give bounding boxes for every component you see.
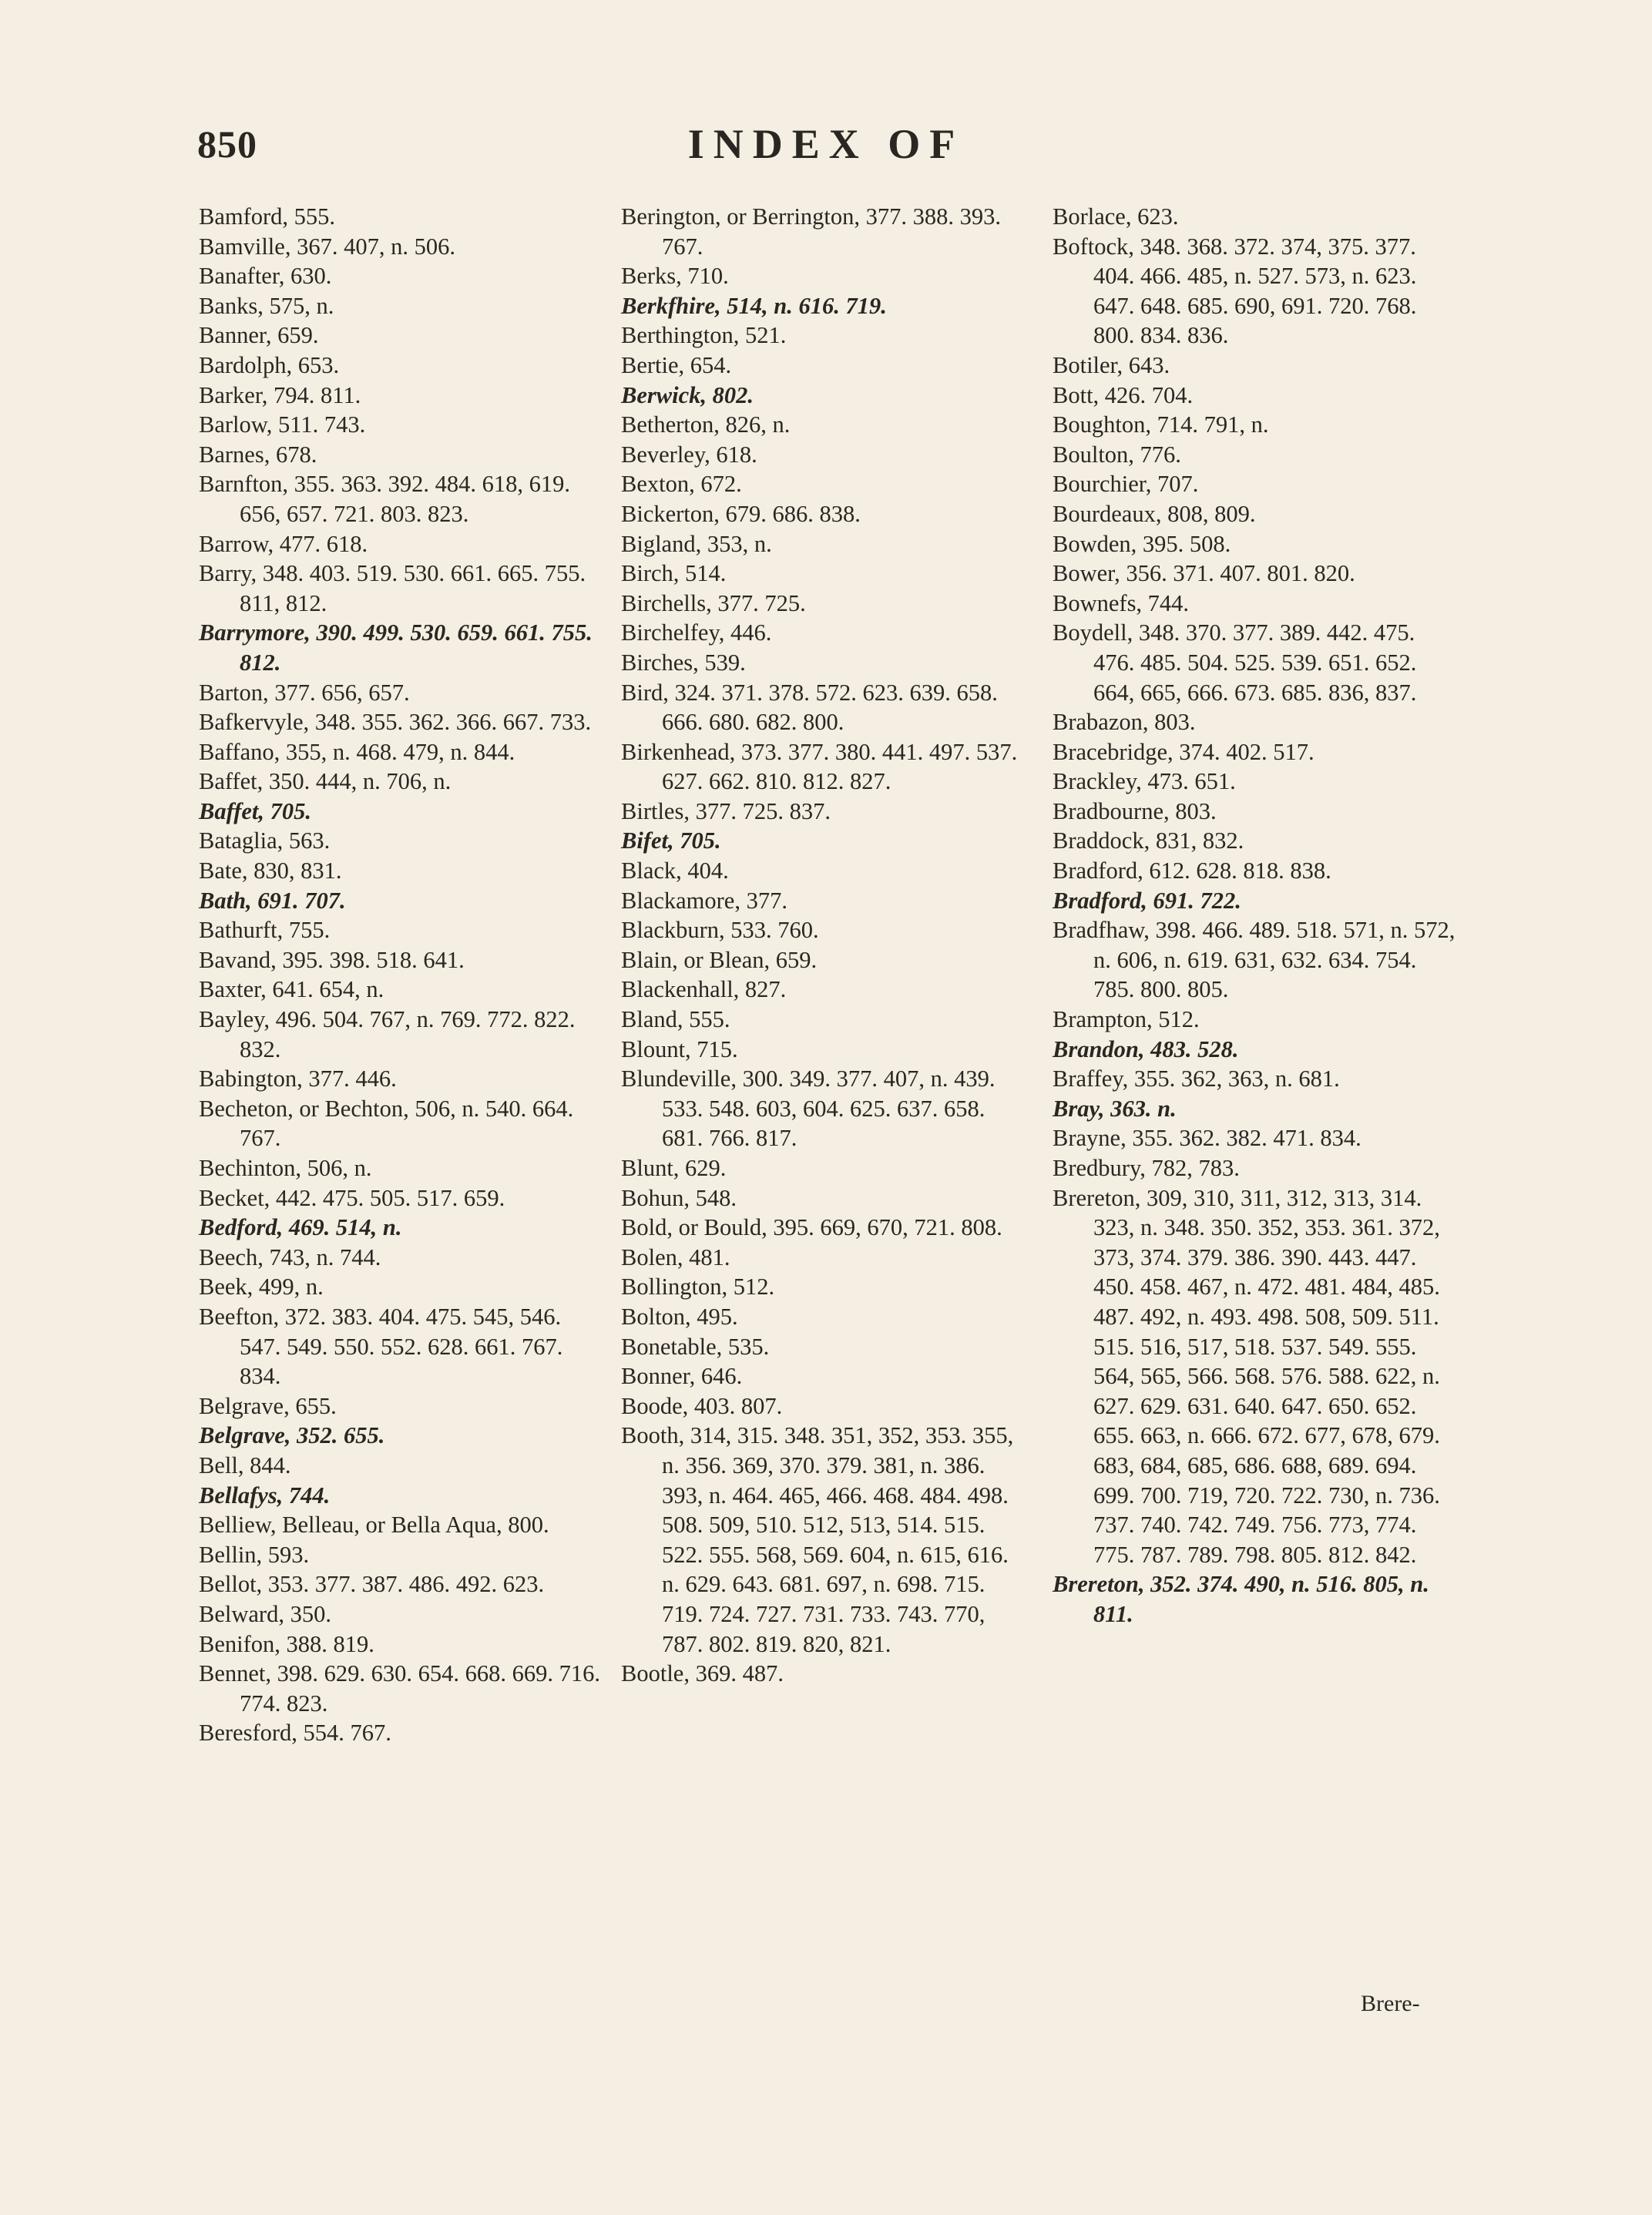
- index-entry: [199, 1213, 607, 1243]
- index-entry-text: Baffet, 350. 444, n. 706, n.: [199, 768, 452, 795]
- index-entry-text: Barlow, 511. 743.: [199, 411, 366, 438]
- index-entry: [199, 202, 607, 232]
- index-entry: [199, 1064, 607, 1094]
- index-entry-text: Berthington, 521.: [621, 322, 787, 349]
- index-entry-text: Boode, 403. 807.: [621, 1392, 783, 1419]
- index-entry-text: Bradbourne, 803.: [1053, 797, 1217, 824]
- index-entry: [621, 261, 1029, 291]
- index-entry: [621, 1272, 1029, 1302]
- index-entry-text: Bamford, 555.: [199, 203, 336, 230]
- index-entry-text: Beresford, 554. 767.: [199, 1720, 391, 1747]
- index-entry-text: Bellafys, 744.: [199, 1482, 331, 1509]
- index-entry: [199, 767, 607, 797]
- index-entry-text: Betherton, 826, n.: [621, 411, 791, 438]
- index-entry: [199, 915, 607, 945]
- index-entry: [1053, 886, 1461, 916]
- index-entry-text: Beech, 743, n. 744.: [199, 1243, 381, 1270]
- index-entry-text: Berks, 710.: [621, 263, 729, 290]
- index-entry: [199, 1659, 607, 1718]
- index-entry-text: Bate, 830, 831.: [199, 857, 342, 884]
- index-entry: [621, 202, 1029, 261]
- index-entry: [621, 351, 1029, 381]
- index-entry-text: Becket, 442. 475. 505. 517. 659.: [199, 1184, 505, 1211]
- index-entry-text: Bollington, 512.: [621, 1274, 775, 1300]
- index-entry-text: Bourchier, 707.: [1053, 471, 1199, 498]
- index-entry-text: Black, 404.: [621, 857, 729, 884]
- index-entry-text: Berkfhire, 514, n. 616. 719.: [621, 292, 887, 319]
- index-entry: [1053, 797, 1461, 827]
- index-entry: [199, 232, 607, 262]
- index-entry: [199, 678, 607, 708]
- index-entry: [199, 618, 607, 677]
- index-entry: [199, 1243, 607, 1273]
- index-entry-text: Bower, 356. 371. 407. 801. 820.: [1053, 560, 1355, 587]
- index-entry-text: Bechinton, 506, n.: [199, 1155, 372, 1181]
- index-entry: [199, 1005, 607, 1064]
- index-entry: [199, 1094, 607, 1153]
- index-entry: [621, 499, 1029, 529]
- index-entry-text: Birtles, 377. 725. 837.: [621, 797, 831, 824]
- index-entry: [199, 351, 607, 381]
- index-entry: [621, 1153, 1029, 1183]
- index-entry-text: Blain, or Blean, 659.: [621, 946, 818, 973]
- index-entry-text: Blackamore, 377.: [621, 887, 787, 914]
- index-entry-text: Boydell, 348. 370. 377. 389. 442. 475. 476. 485. 504. 525. 539. 651. 652. 664, 665, 666. 673. 685. 836, 837.: [1053, 619, 1417, 706]
- index-entry: [199, 797, 607, 827]
- index-entry-text: Brandon, 483. 528.: [1053, 1035, 1239, 1062]
- index-entry-text: Brereton, 352. 374. 490, n. 516. 805, n. 811.: [1053, 1571, 1429, 1627]
- index-entry-text: Becheton, or Bechton, 506, n. 540. 664. 767.: [199, 1095, 574, 1152]
- index-entry: [199, 1481, 607, 1511]
- index-entry: [621, 410, 1029, 440]
- index-entry-text: Banafter, 630.: [199, 263, 332, 290]
- index-entry-text: Bradford, 612. 628. 818. 838.: [1053, 857, 1331, 884]
- index-entry: [1053, 1005, 1461, 1035]
- index-entry-text: Bertie, 654.: [621, 351, 732, 378]
- index-entry: [621, 678, 1029, 737]
- index-entry-text: Bafkervyle, 348. 355. 362. 366. 667. 733.: [199, 709, 592, 736]
- index-entry-text: Banner, 659.: [199, 322, 319, 349]
- index-entry-text: Barker, 794. 811.: [199, 381, 361, 408]
- index-entry: [199, 1599, 607, 1629]
- index-entry: [621, 1243, 1029, 1273]
- index-entry-text: Brackley, 473. 651.: [1053, 768, 1236, 795]
- index-entry-text: Bredbury, 782, 783.: [1053, 1155, 1240, 1181]
- index-entry: [621, 291, 1029, 321]
- index-entry-text: Brampton, 512.: [1053, 1006, 1200, 1033]
- index-entry-text: Baxter, 641. 654, n.: [199, 976, 384, 1003]
- index-entry: [1053, 529, 1461, 559]
- index-entry: [199, 1391, 607, 1421]
- index-entry-text: Boftock, 348. 368. 372. 374, 375. 377. 404. 466. 485, n. 527. 573, n. 623. 647. 648. 685. 690, 691. 720. 768. 800. 834. 836.: [1053, 233, 1417, 349]
- index-entry: [199, 1718, 607, 1748]
- index-entry: [1053, 440, 1461, 470]
- index-entry-text: Belgrave, 655.: [199, 1392, 337, 1419]
- index-entry-text: Brereton, 309, 310, 311, 312, 313, 314. 323, n. 348. 350. 352, 353. 361. 372, 373, 374. 379. 386. 390. 443. 447. 450. 458. 467, n. 472. 481. 484, 485. 487. 492, n. 493. 498. 508, 509. 511. 515. 516, 517, 518. 537. 549. 555. 564, 565, 566. 568. 576. 588. 622, n. 627. 629. 631. 640. 647. 650. 652. 655. 663, n. 666. 672. 677, 678, 679. 683, 684, 685, 686. 688, 689. 694. 699. 700. 719, 720. 722. 730, n. 736. 737. 740. 742. 749. 756. 773, 774. 775. 787. 789. 798. 805. 812. 842.: [1053, 1184, 1440, 1568]
- index-entry-text: Belgrave, 352. 655.: [199, 1422, 385, 1449]
- index-entry: [199, 707, 607, 737]
- index-entry-text: Booth, 314, 315. 348. 351, 352, 353. 355, n. 356. 369, 370. 379. 381, n. 386. 393, n. 464. 465, 466. 468. 484. 498. 508. 509, 510. 512, 513, 514. 515. 522. 555. 568, 569. 604, n. 615, 616. n. 629. 643. 681. 697, n. 698. 715. 719. 724. 727. 731. 733. 743. 770, 787. 802. 819. 820, 821.: [621, 1422, 1014, 1657]
- index-entry: [621, 1421, 1029, 1659]
- page-number: 850: [197, 122, 257, 166]
- index-entry: [199, 529, 607, 559]
- page-title: INDEX OF: [687, 121, 965, 167]
- index-entry-text: Barry, 348. 403. 519. 530. 661. 665. 755. 811, 812.: [199, 560, 586, 616]
- index-entry: [1053, 1569, 1461, 1629]
- index-entry-text: Boulton, 776.: [1053, 441, 1181, 468]
- index-entry: [621, 737, 1029, 797]
- index-entry-text: Bennet, 398. 629. 630. 654. 668. 669. 716. 774. 823.: [199, 1660, 601, 1717]
- index-entry: [1053, 202, 1461, 232]
- index-entry-text: Bellin, 593.: [199, 1541, 310, 1568]
- index-entry: [621, 1183, 1029, 1213]
- index-entry: [621, 648, 1029, 678]
- index-entry-text: Borlace, 623.: [1053, 203, 1179, 230]
- index-entry-text: Bourdeaux, 808, 809.: [1053, 500, 1256, 527]
- index-entry-text: Botiler, 643.: [1053, 351, 1170, 378]
- index-entry: [199, 321, 607, 351]
- index-entry-text: Birchells, 377. 725.: [621, 589, 806, 616]
- index-entry: [1053, 1123, 1461, 1153]
- index-entry: [199, 469, 607, 529]
- index-entry-text: Bedford, 469. 514, n.: [199, 1214, 402, 1241]
- page-header: [0, 116, 1652, 177]
- catchword: Brere-: [1361, 1991, 1420, 2016]
- index-entry: [199, 886, 607, 916]
- index-entry-text: Baffano, 355, n. 468. 479, n. 844.: [199, 738, 515, 765]
- index-entry: [621, 945, 1029, 975]
- index-entry-text: Blount, 715.: [621, 1035, 738, 1062]
- index-entry: [1053, 1035, 1461, 1065]
- index-entry: [199, 1540, 607, 1570]
- index-entry: [621, 1005, 1029, 1035]
- index-entry-text: Bonetable, 535.: [621, 1333, 770, 1360]
- index-entry-text: Bolen, 481.: [621, 1243, 730, 1270]
- index-entry: [1053, 915, 1461, 1005]
- index-entry: [621, 826, 1029, 856]
- index-entry-text: Bradford, 691. 722.: [1053, 887, 1241, 914]
- index-entry: [1053, 469, 1461, 499]
- index-entry-text: Brabazon, 803.: [1053, 709, 1196, 736]
- index-entry-text: Beverley, 618.: [621, 441, 757, 468]
- index-entry-text: Berwick, 802.: [621, 381, 754, 408]
- index-entry: [621, 440, 1029, 470]
- index-entry: [199, 975, 607, 1005]
- index-entry: [199, 1510, 607, 1540]
- index-entry-text: Bold, or Bould, 395. 669, 670, 721. 808.: [621, 1214, 1002, 1241]
- index-entry-text: Bradfhaw, 398. 466. 489. 518. 571, n. 572, n. 606, n. 619. 631, 632. 634. 754. 785. 800. 805.: [1053, 917, 1456, 1003]
- index-entry-text: Barnfton, 355. 363. 392. 484. 618, 619. 656, 657. 721. 803. 823.: [199, 471, 571, 527]
- index-entry: [1053, 826, 1461, 856]
- index-entry-text: Barnes, 678.: [199, 441, 317, 468]
- index-entry-text: Bootle, 369. 487.: [621, 1660, 784, 1687]
- index-entry: [199, 1272, 607, 1302]
- index-entry: [621, 856, 1029, 886]
- index-entry-text: Barrow, 477. 618.: [199, 530, 368, 557]
- index-entry-text: Beefton, 372. 383. 404. 475. 545, 546. 547. 549. 550. 552. 628. 661. 767. 834.: [199, 1303, 563, 1390]
- index-entry: [1053, 589, 1461, 619]
- index-entry-text: Bownefs, 744.: [1053, 589, 1190, 616]
- index-entry: [199, 410, 607, 440]
- index-entry: [199, 737, 607, 767]
- index-entry: [199, 1302, 607, 1391]
- index-entry-text: Bataglia, 563.: [199, 827, 331, 854]
- index-entry-text: Bavand, 395. 398. 518. 641.: [199, 946, 465, 973]
- index-entry: [1053, 1183, 1461, 1570]
- index-entry: [621, 1213, 1029, 1243]
- index-entry: [1053, 618, 1461, 707]
- index-entry: [199, 1153, 607, 1183]
- index-entry-text: Benifon, 388. 819.: [199, 1630, 374, 1657]
- index-entry: [621, 797, 1029, 827]
- index-entry-text: Baffet, 705.: [199, 797, 311, 824]
- index-entry-text: Bathurft, 755.: [199, 917, 331, 944]
- index-entry-text: Bellot, 353. 377. 387. 486. 492. 623.: [199, 1571, 545, 1598]
- index-entry-text: Braddock, 831, 832.: [1053, 827, 1244, 854]
- index-entry-text: Blunt, 629.: [621, 1155, 727, 1181]
- index-entry-text: Barrymore, 390. 499. 530. 659. 661. 755. 812.: [199, 619, 593, 676]
- index-entry: [621, 381, 1029, 411]
- index-entry: [1053, 1153, 1461, 1183]
- index-entry: [199, 559, 607, 618]
- index-entry-text: Bracebridge, 374. 402. 517.: [1053, 738, 1315, 765]
- index-entry-text: Belliew, Belleau, or Bella Aqua, 800.: [199, 1512, 549, 1539]
- index-entry-text: Barton, 377. 656, 657.: [199, 679, 410, 706]
- index-entry: [1053, 767, 1461, 797]
- index-entry-text: Bland, 555.: [621, 1006, 730, 1033]
- index-entry-text: Bird, 324. 371. 378. 572. 623. 639. 658. 666. 680. 682. 800.: [621, 679, 998, 736]
- index-entry: [1053, 559, 1461, 589]
- index-entry: [199, 856, 607, 886]
- index-entry: [199, 945, 607, 975]
- index-entry: [621, 1064, 1029, 1153]
- index-entry: [621, 1332, 1029, 1362]
- index-entry: [1053, 737, 1461, 767]
- index-entry-text: Braffey, 355. 362, 363, n. 681.: [1053, 1066, 1340, 1092]
- index-entry-text: Bifet, 705.: [621, 827, 721, 854]
- index-entry-text: Belward, 350.: [199, 1600, 331, 1627]
- index-entry-text: Bonner, 646.: [621, 1363, 743, 1390]
- index-entry-text: Beek, 499, n.: [199, 1274, 324, 1300]
- index-entry: [1053, 856, 1461, 886]
- index-entry: [1053, 232, 1461, 351]
- index-entry-text: Bayley, 496. 504. 767, n. 769. 772. 822. 832.: [199, 1006, 576, 1062]
- index-entry: [621, 321, 1029, 351]
- index-entry: [1053, 499, 1461, 529]
- index-entry: [1053, 381, 1461, 411]
- index-entry: [621, 1035, 1029, 1065]
- index-entry: [621, 529, 1029, 559]
- index-entry: [621, 559, 1029, 589]
- index-entry: [621, 589, 1029, 619]
- index-entry-text: Berington, or Berrington, 377. 388. 393. 767.: [621, 203, 1002, 260]
- index-entry: [199, 1421, 607, 1451]
- index-entry-text: Birchelfey, 446.: [621, 619, 772, 646]
- index-entry: [1053, 1064, 1461, 1094]
- index-entry-text: Birches, 539.: [621, 649, 746, 676]
- index-entry: [199, 381, 607, 411]
- index-entry: [621, 469, 1029, 499]
- index-entry-text: Blundeville, 300. 349. 377. 407, n. 439. 533. 548. 603, 604. 625. 637. 658. 681. 766. 817.: [621, 1066, 996, 1152]
- index-column-right: [1053, 202, 1461, 1629]
- index-entry: [1053, 410, 1461, 440]
- index-entry: [199, 826, 607, 856]
- index-entry-text: Bardolph, 653.: [199, 351, 340, 378]
- index-entry-text: Boughton, 714. 791, n.: [1053, 411, 1269, 438]
- index-entry-text: Birkenhead, 373. 377. 380. 441. 497. 537. 627. 662. 810. 812. 827.: [621, 738, 1018, 795]
- index-entry-text: Blackburn, 533. 760.: [621, 917, 819, 944]
- index-entry-text: Bott, 426. 704.: [1053, 381, 1194, 408]
- index-entry: [199, 291, 607, 321]
- index-entry-text: Bolton, 495.: [621, 1303, 738, 1330]
- index-entry-text: Bath, 691. 707.: [199, 887, 346, 914]
- index-entry-text: Birch, 514.: [621, 560, 727, 587]
- index-entry-text: Brayne, 355. 362. 382. 471. 834.: [1053, 1125, 1362, 1152]
- index-entry-text: Bamville, 367. 407, n. 506.: [199, 233, 455, 260]
- index-column-middle: [621, 202, 1029, 1689]
- index-entry: [621, 975, 1029, 1005]
- index-entry: [621, 618, 1029, 648]
- index-entry: [621, 1361, 1029, 1391]
- index-entry: [621, 1659, 1029, 1689]
- index-entry: [1053, 707, 1461, 737]
- index-entry: [1053, 1094, 1461, 1124]
- index-column-left: [199, 202, 607, 1748]
- index-entry-text: Bell, 844.: [199, 1451, 291, 1478]
- index-entry-text: Banks, 575, n.: [199, 292, 334, 319]
- index-entry-text: Babington, 377. 446.: [199, 1066, 397, 1092]
- index-entry-text: Bowden, 395. 508.: [1053, 530, 1231, 557]
- index-entry: [199, 261, 607, 291]
- index-entry: [621, 915, 1029, 945]
- index-entry: [199, 440, 607, 470]
- index-entry: [1053, 351, 1461, 381]
- index-entry: [199, 1569, 607, 1599]
- index-entry-text: Bickerton, 679. 686. 838.: [621, 500, 861, 527]
- index-entry: [621, 886, 1029, 916]
- index-entry-text: Bray, 363. n.: [1053, 1095, 1177, 1122]
- index-entry: [199, 1451, 607, 1481]
- index-entry-text: Blackenhall, 827.: [621, 976, 787, 1003]
- index-entry-text: Bohun, 548.: [621, 1184, 737, 1211]
- index-entry: [621, 1391, 1029, 1421]
- index-entry-text: Bexton, 672.: [621, 471, 742, 498]
- index-entry: [621, 1302, 1029, 1332]
- index-entry-text: Bigland, 353, n.: [621, 530, 772, 557]
- index-entry: [199, 1629, 607, 1660]
- index-entry: [199, 1183, 607, 1213]
